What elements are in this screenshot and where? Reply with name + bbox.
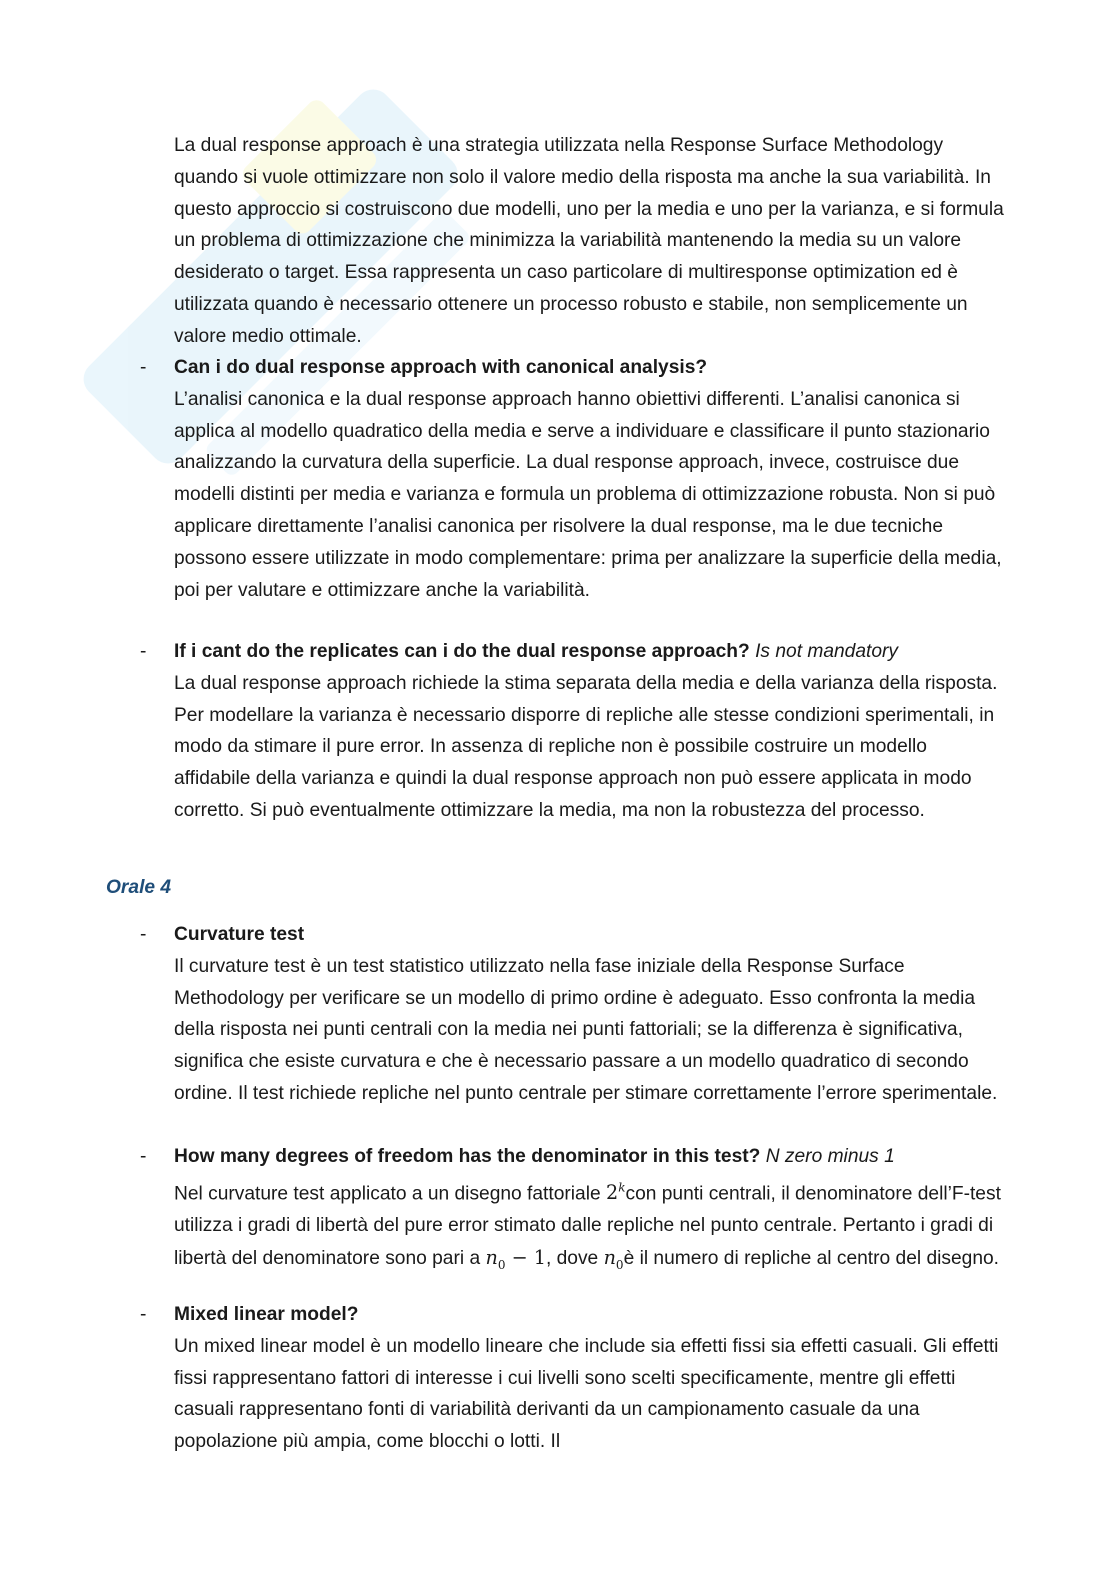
list-item <box>140 352 1010 606</box>
question-text: Mixed linear model? <box>174 1304 359 1325</box>
answer-text-d: è il numero di repliche al centro del disegno. <box>623 1247 1000 1269</box>
question-text: Can i do dual response approach with canonical analysis? <box>174 357 708 378</box>
question-text: Curvature test <box>174 924 305 945</box>
bullet-dash: - <box>140 641 147 662</box>
short-answer: Is not mandatory <box>755 641 899 662</box>
math-n0: $n_0$ <box>603 1245 624 1272</box>
question-text: How many degrees of freedom has the denominator in this test? <box>174 1146 761 1167</box>
answer-body: La dual response approach richiede la stima separata della media e della varianza della risposta. Per modellare la varianza è necessario disporre di repliche alle stesse condizioni sperimentali, in modo da stimare il pure error. In assenza di repliche non è possibile costruire un modello affidabile della varianza e quindi la dual response approach non può essere applicata in modo corretto. Si può eventualmente ottimizzare la media, ma non la robustezza del processo. <box>174 672 998 821</box>
list-item <box>140 919 1010 1110</box>
list-item <box>140 1141 1010 1281</box>
answer-body: Un mixed linear model è un modello lineare che include sia effetti fissi sia effetti casuali. Gli effetti fissi rappresentano fattori di interesse i cui livelli sono scelti specificamente, mentre gli effetti casuali rappresentano fonti di variabilità derivanti da un campionamento casuale da una popolazione più ampia, come blocchi o lotti. Il <box>174 1335 999 1453</box>
answer-body <box>174 1173 1004 1282</box>
bullet-dash: - <box>140 1146 147 1167</box>
math-2k: 2$^k$ <box>605 1180 626 1205</box>
bullet-dash: - <box>140 357 147 378</box>
list-item <box>140 636 1010 827</box>
bullet-dash: - <box>140 924 147 945</box>
list-item <box>140 1299 1010 1458</box>
section-heading: Orale 4 <box>106 877 172 898</box>
answer-body: L’analisi canonica e la dual response approach hanno obiettivi differenti. L’analisi canonica si applica al modello quadratico della media e serve a individuare e classificare il punto stazionario analizzando la curvatura della superficie. La dual response approach, invece, costruisce due modelli distinti per media e varianza e formula un problema di ottimizzazione robusta. Non si può applicare direttamente l’analisi canonica per risolvere la dual response, ma le due tecniche possono essere utilizzate in modo complementare: prima per analizzare la superficie della media, poi per valutare e ottimizzare anche la variabilità. <box>174 388 1002 601</box>
answer-text-a: Nel curvature test applicato a un disegno fattoriale <box>174 1183 606 1205</box>
answer-text-c: , dove <box>545 1247 604 1269</box>
short-answer: N zero minus 1 <box>765 1146 895 1167</box>
answer-text-b: con punti centrali, il denominatore dell’F-test utilizza i gradi di libertà del pure error stimato dalle repliche nel punto centrale. Pertanto i gradi di libertà del denominatore sono pari a <box>174 1183 1001 1269</box>
answer-body: Il curvature test è un test statistico utilizzato nella fase iniziale della Response Surface Methodology per verificare se un modello di primo ordine è adeguato. Esso confronta la media della risposta nei punti centrali con la media nei punti fattoriali; se la differenza è significativa, significa che esiste curvatura e che è necessario passare a un modello quadratico di secondo ordine. Il test richiede repliche nel punto centrale per stimare correttamente l’errore sperimentale. <box>174 955 998 1104</box>
math-n0-minus-1: $n_0 - 1$ <box>485 1245 546 1272</box>
bullet-dash: - <box>140 1304 147 1325</box>
intro-paragraph: La dual response approach è una strategia utilizzata nella Response Surface Methodology quando si vuole ottimizzare non solo il valore medio della risposta ma anche la sua variabilità. In questo approccio si costruiscono due modelli, uno per la media e uno per la varianza, e si formula un problema di ottimizzazione che minimizza la variabilità mantenendo la media su un valore desiderato o target. Essa rappresenta un caso particolare di multiresponse optimization ed è utilizzata quando è necessario ottenere un processo robusto e stabile, non semplicemente un valore medio ottimale. <box>174 135 1004 347</box>
question-text: If i cant do the replicates can i do the dual response approach? <box>174 641 750 662</box>
